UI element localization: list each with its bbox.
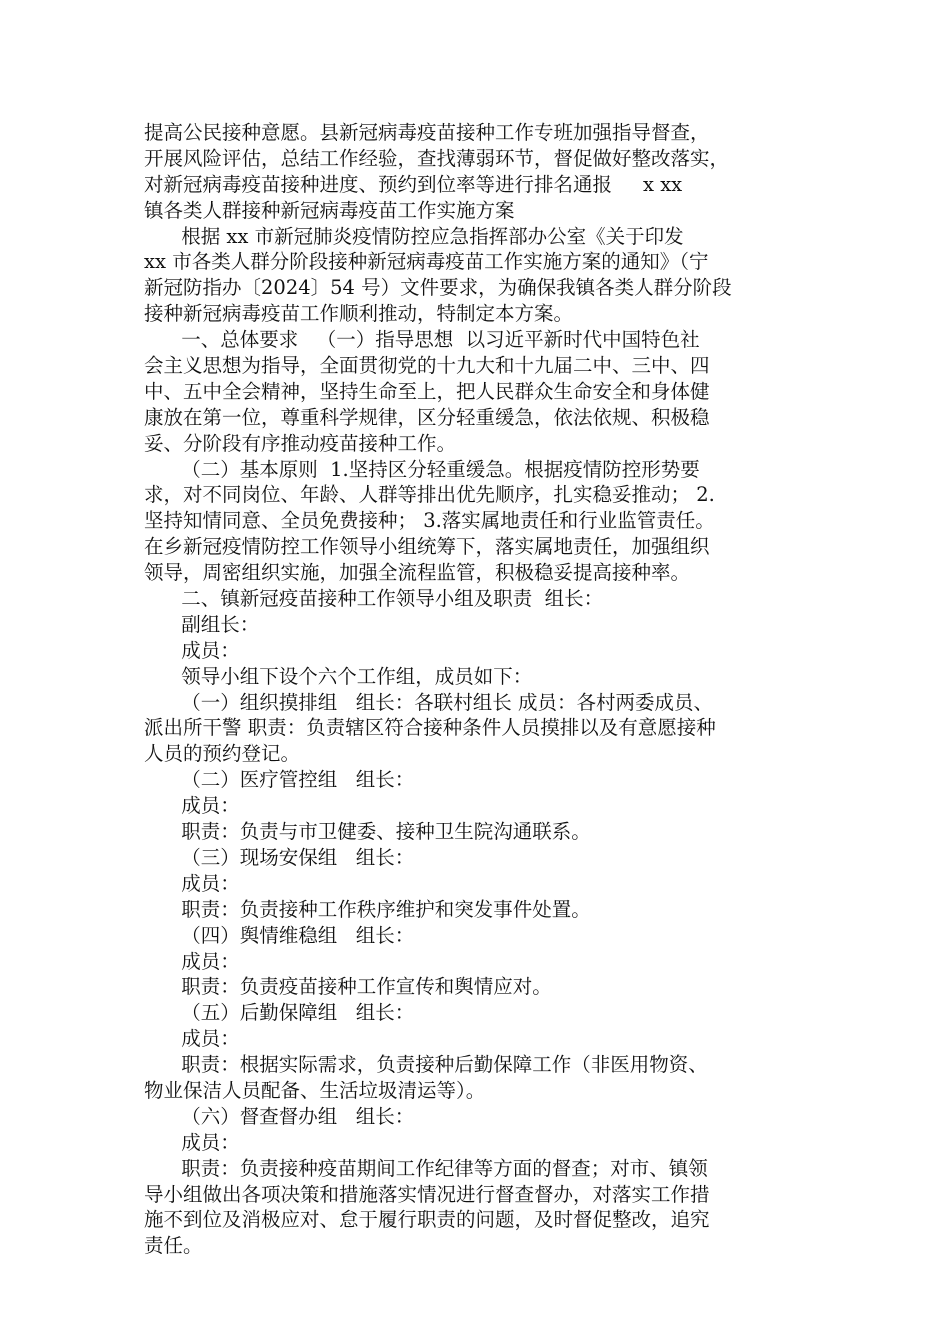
text-line: 康放在第一位，尊重科学规律，区分轻重缓急，依法依规、积极稳 [144, 405, 710, 429]
text-line: 成员： [144, 794, 240, 818]
text-line: （二）基本原则 1.坚持区分轻重缓急。根据疫情防控形势要 [144, 457, 700, 481]
text-line: 成员： [144, 1027, 240, 1051]
text-line: 新冠防指办〔2024〕54 号）文件要求，为确保我镇各类人群分阶段 [144, 276, 732, 300]
section-title: 镇各类人群接种新冠病毒疫苗工作实施方案 [144, 198, 515, 222]
text-line: 领导小组下设个六个工作组，成员如下： [144, 664, 533, 688]
text-line: 职责：负责与市卫健委、接种卫生院沟通联系。 [144, 820, 591, 844]
text-line: 导小组做出各项决策和措施落实情况进行督查督办，对落实工作措 [144, 1182, 710, 1206]
text-line: 接种新冠病毒疫苗工作顺利推动，特制定本方案。 [144, 302, 574, 326]
text-line: 职责：根据实际需求，负责接种后勤保障工作（非医用物资、 [144, 1053, 708, 1077]
text-line: （五）后勤保障组 组长： [144, 1001, 415, 1025]
text-line: 在乡新冠疫情防控工作领导小组统筹下，落实属地责任，加强组织 [144, 535, 710, 559]
text-line: （二）医疗管控组 组长： [144, 768, 415, 792]
text-line: （三）现场安保组 组长： [144, 845, 415, 869]
text-line: 职责：负责接种疫苗期间工作纪律等方面的督查；对市、镇领 [144, 1156, 708, 1180]
text-line: 职责：负责接种工作秩序维护和突发事件处置。 [144, 897, 591, 921]
text-line: （四）舆情维稳组 组长： [144, 923, 415, 947]
text-line: 对新冠病毒疫苗接种进度、预约到位率等进行排名通报 x xx [144, 172, 683, 196]
text-line: 坚持知情同意、全员免费接种； 3.落实属地责任和行业监管责任。 [144, 509, 715, 533]
text-line: 一、总体要求 （一）指导思想 以习近平新时代中国特色社 [144, 328, 700, 352]
text-line: 成员： [144, 871, 240, 895]
text-line: 提高公民接种意愿。县新冠病毒疫苗接种工作专班加强指导督查， [144, 121, 710, 144]
text-line: 副组长： [144, 612, 260, 636]
text-line: 物业保洁人员配备、生活垃圾清运等）。 [144, 1078, 486, 1102]
text-line: 求，对不同岗位、年龄、人群等排出优先顺序，扎实稳妥推动； 2. [144, 483, 715, 507]
text-line: 根据 xx 市新冠肺炎疫情防控应急指挥部办公室《关于印发 [144, 224, 684, 248]
text-line: 成员： [144, 949, 240, 973]
text-line: 责任。 [144, 1234, 203, 1258]
text-line: 成员： [144, 1130, 240, 1154]
text-line: 领导，周密组织实施，加强全流程监管，积极稳妥提高接种率。 [144, 561, 691, 585]
text-line: （六）督查督办组 组长： [144, 1104, 415, 1128]
text-line: 成员： [144, 638, 240, 662]
text-line: 人员的预约登记。 [144, 742, 301, 766]
text-line: （一）组织摸排组 组长：各联村组长 成员：各村两委成员、 [144, 690, 713, 714]
text-line: 开展风险评估，总结工作经验，查找薄弱环节，督促做好整改落实， [144, 146, 730, 170]
text-line: 派出所干警 职责：负责辖区符合接种条件人员摸排以及有意愿接种 [144, 716, 716, 740]
text-line: 中、五中全会精神，坚持生命至上，把人民群众生命安全和身体健 [144, 379, 710, 403]
text-line: 职责：负责疫苗接种工作宣传和舆情应对。 [144, 975, 552, 999]
text-line: 妥、分阶段有序推动疫苗接种工作。 [144, 431, 457, 455]
text-line: 施不到位及消极应对、怠于履行职责的问题，及时督促整改，追究 [144, 1208, 710, 1232]
text-line: xx 市各类人群分阶段接种新冠病毒疫苗工作实施方案的通知》（宁 [144, 250, 709, 274]
text-line: 二、镇新冠疫苗接种工作领导小组及职责 组长： [144, 587, 604, 611]
document-page [144, 120, 814, 1259]
text-line: 会主义思想为指导，全面贯彻党的十九大和十九届二中、三中、四 [144, 354, 710, 378]
